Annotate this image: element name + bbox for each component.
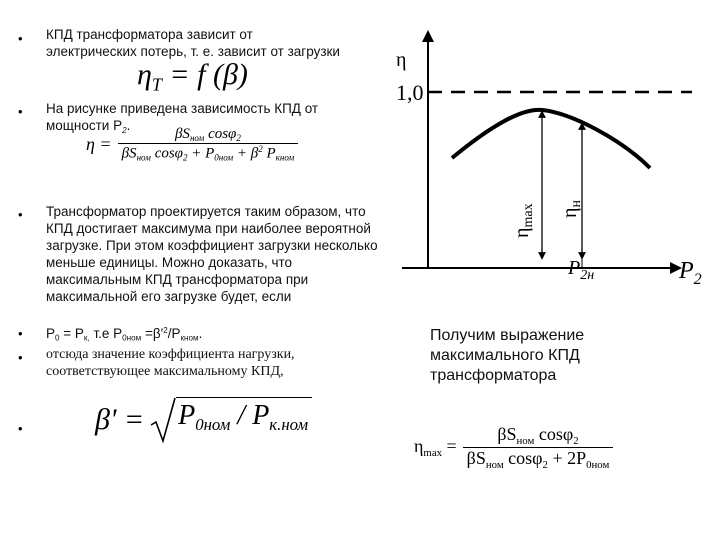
m-num-cos: cosφ xyxy=(534,424,574,444)
y-axis-label: η xyxy=(396,49,407,71)
eta-max-fraction xyxy=(463,424,614,471)
sqrt-body xyxy=(176,397,312,443)
num-sub1: ном xyxy=(189,133,205,144)
eta-fraction xyxy=(118,126,299,163)
m-den: βS xyxy=(466,447,486,468)
eta-symbol: η xyxy=(137,58,152,91)
den-p0: + P xyxy=(187,145,215,162)
bullet-text-figure-sub: 2 xyxy=(122,125,127,135)
cond-sub4: кном xyxy=(180,333,199,343)
num-cos: cosφ xyxy=(204,126,237,142)
bullet-text-efficiency-losses: КПД трансформатора зависит от электрических потерь, т. е. зависит от загрузки xyxy=(46,27,340,59)
bullet-marker: • xyxy=(18,104,23,119)
bullet-marker: • xyxy=(18,350,23,365)
cond-dot: . xyxy=(198,325,203,341)
x-axis-label: $P_2$ xyxy=(679,258,702,288)
eta-max-denominator xyxy=(463,447,614,471)
den-sub4: кном xyxy=(275,152,295,163)
eta-max-numerator xyxy=(493,424,582,447)
beta-p0-sub: 0ном xyxy=(195,414,231,434)
eta-max-label: $\eta_{max}$ xyxy=(511,203,536,238)
cond-tail: =β' xyxy=(141,325,164,341)
formula-eta xyxy=(86,126,298,163)
cond-p: P xyxy=(46,325,56,341)
den-sub3: 0ном xyxy=(214,152,234,163)
den-sub2: 2 xyxy=(182,152,188,163)
cond-sub3: 0ном xyxy=(122,333,142,343)
den-sub1: ном xyxy=(136,152,151,163)
bullet-text-condition xyxy=(46,322,386,347)
bullet-text-figure-main: На рисунке приведена зависимость КПД от мощности P xyxy=(46,101,319,133)
etamax-sub: max xyxy=(423,446,443,459)
cond-eq: = P xyxy=(59,325,84,341)
m-num-sub: ном xyxy=(516,434,535,447)
eta-sub: T xyxy=(151,74,162,95)
bullet-text-figure: На рисунке приведена зависимость КПД от мощности $P_2$. xyxy=(46,101,319,135)
beta-slash: / xyxy=(230,400,253,431)
m-den-sub3: 0ном xyxy=(586,458,610,471)
bullet-marker: • xyxy=(18,31,23,46)
den-sup: 2 xyxy=(258,144,263,155)
cond-sub2: к, xyxy=(83,333,90,343)
sqrt-group xyxy=(150,397,312,443)
eta-n-label: $\eta_н$ xyxy=(559,200,584,218)
formula-eta-t xyxy=(137,58,248,95)
eta-max-lhs xyxy=(414,436,457,459)
beta-lhs: β' = xyxy=(95,403,145,436)
m-den-cos: cosφ xyxy=(503,447,543,468)
bullet-text-load-factor: отсюда значение коэффициента нагрузки, соответствующее максимальному КПД, xyxy=(46,347,295,379)
m-num-sub2: 2 xyxy=(573,434,579,447)
efficiency-graph xyxy=(392,30,712,290)
x-tick-label: $P_{2н}$ xyxy=(568,257,595,283)
conclusion-text: Получим выражение максимального КПД трансформатора xyxy=(430,327,585,384)
bullet-marker: • xyxy=(18,207,23,222)
m-den-sub2: 2 xyxy=(542,458,548,471)
efficiency-curve xyxy=(452,110,650,168)
bullet-text-design: Трансформатор проектируется таким образом, что КПД достигает максимума при наиболее вероятной загрузке. При этом коэффициент загрузки несколько меньше единицы. Можно доказать, что максимальным КПД трансформатора при максимальной его загрузке будет, если xyxy=(46,204,378,304)
m-num: βS xyxy=(497,424,517,444)
eta-rhs: = f (β) xyxy=(161,58,248,91)
den-cos: cosφ xyxy=(150,145,183,162)
eta-denominator xyxy=(118,143,299,163)
cond-sub1: 0 xyxy=(55,333,60,343)
sqrt-sign xyxy=(150,397,176,443)
y-tick-label: 1,0 xyxy=(396,80,424,105)
m-den-sub: ном xyxy=(485,458,504,471)
cond-rest: т.е P xyxy=(89,325,123,341)
bullet-marker: • xyxy=(18,421,23,436)
bullet-marker: • xyxy=(18,326,23,341)
beta-p0: P xyxy=(178,400,196,431)
den-beta: + β xyxy=(233,145,259,162)
cond-end: /P xyxy=(167,325,181,341)
etamax-symbol: η xyxy=(414,435,424,456)
num-main: βS xyxy=(174,126,190,142)
cond-sup: 2 xyxy=(163,326,168,335)
num-sub2: 2 xyxy=(236,133,241,144)
eta-numerator xyxy=(171,126,245,143)
formula-eta-max xyxy=(414,424,613,471)
den-pk: P xyxy=(262,145,276,162)
formula-beta xyxy=(95,397,312,443)
beta-pk-sub: к.ном xyxy=(269,414,309,434)
m-den-plus: + 2P xyxy=(547,447,587,468)
den-main: βS xyxy=(121,145,137,162)
eta-lhs: η = xyxy=(86,133,112,154)
etamax-eq: = xyxy=(442,435,457,456)
beta-pk: P xyxy=(252,400,270,431)
